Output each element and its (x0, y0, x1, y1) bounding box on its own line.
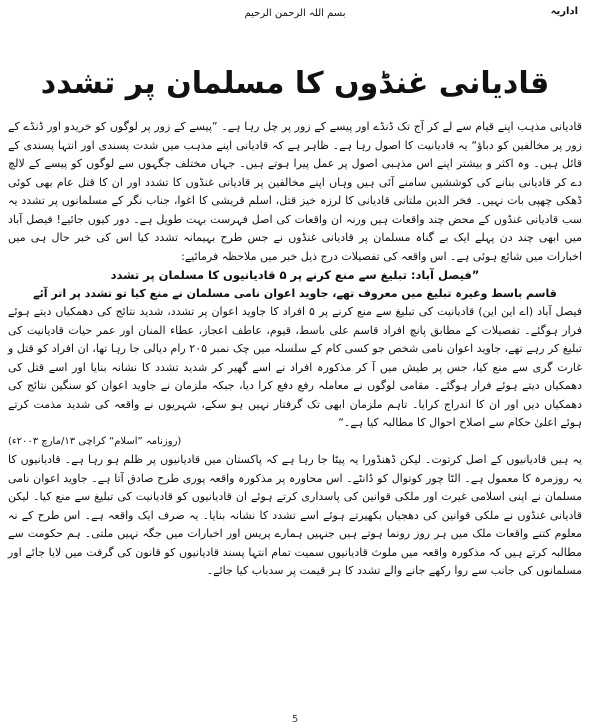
closing-paragraph: یہ ہیں قادیانیوں کے اصل کرتوت۔ لیکن ڈھنڈورا یہ پیٹا جا رہا ہے کہ پاکستان میں قادیانیوں پر ظلم ہو رہا ہے۔ قادیانیوں کا یہ روزمرہ کا معمول ہے۔ الٹا چور کوتوال کو ڈانٹے۔ اس محاورہ پر مذکورہ واقعہ پوری طرح صادق آتا ہے۔ جاوید اعوان نامی مسلمان نے اپنی اسلامی غیرت اور ملکی قوانین کی پاسداری کرتے ہوئے ان قادیانیوں کو قادیانیت کی تبلیغ سے منع کیا۔ لیکن قادیانی غنڈوں نے ملکی قوانین کی دھجیاں بکھیرتے ہوئے اسے تشدد کا نشانہ بنایا۔ یہ صرف ایک واقعہ ہے۔ اس طرح کے نہ معلوم کتنے واقعات ملک میں ہر روز رونما ہوتے ہیں جنہیں ہمارے پریس اور اخبارات میں جگہ نہیں ملتی۔ ہم حکومت سے مطالبہ کرتے ہیں کہ مذکورہ واقعہ میں ملوث قادیانیوں سمیت تمام انتہا پسند قادیانیوں کو قانون کی گرفت میں لایا جائے اور مسلمانوں کی جانب سے روا رکھے جانے والے تشدد کا ہر قیمت پر سدباب کیا جائے۔ (8, 453, 582, 577)
article-body (8, 118, 582, 725)
intro-paragraph: قادیانی مذہب اپنے قیام سے لے کر آج تک ڈنڈے اور پیسے کے زور پر چل رہا ہے۔ ”پیسے کے زور پر لوگوں کو خریدو اور ڈنڈے کے زور پر مخالفین کو دباؤ“ یہ قادیانیت کا اصول رہا ہے۔ ظاہر ہے کہ قادیانی اپنے مذہب میں شدت پسندی اور انتہا پسندی کے قائل ہیں۔ وہ اکثر و بیشتر اپنے اس مذہبی اصول پر عمل پیرا ہوتے ہیں۔ جہاں مختلف جگہوں سے لوگوں کو پیسے کے لالچ دے کر قادیانی بنانے کی کوششیں سامنے آئی ہیں وہاں اپنے مخالفین پر قادیانی غنڈوں کا تشدد اور ان کا قتل عام بھی کوئی ڈھکی چھپی بات نہیں۔ فخر الدین ملتانی قادیانی کا لرزہ خیز قتل، اسلم قریشی کا اغوا، جناب نگر کے مسلمانوں پر تشدد یہ سب قادیانی غنڈوں کے محض چند واقعات ہیں ورنہ ان واقعات کی اصل فہرست بہت طویل ہے۔ دور کیوں جائیے! فیصل آباد میں ابھی چند دن پہلے ایک بے گناہ مسلمان پر قادیانی غنڈوں نے جس طرح بہیمانہ تشدد کیا اس کی خبر حال ہی میں اخبارات میں شائع ہوئی ہے۔ اس واقعہ کی تفصیلات درج ذیل خبر میں ملاحظہ فرمائیے: (8, 120, 582, 263)
page-number: 5 (291, 714, 299, 725)
page-title: قادیانی غنڈوں کا مسلمان پر تشدد (40, 66, 550, 101)
news-headline: ”فیصل آباد: تبلیغ سے منع کرنے پر ۵ قادیانیوں کا مسلمان پر تشدد (110, 268, 480, 282)
news-source: (روزنامہ ”اسلام“ کراچی ۱۳/مارچ ۲۰۰۳ء) (8, 435, 182, 447)
section-label: اداریہ (550, 6, 578, 17)
news-subhead: قاسم باسط وغیرہ تبلیغ میں معروف تھے، جاوید اعوان نامی مسلمان نے منع کیا تو تشدد پر اتر آئے (33, 286, 557, 300)
bismillah: بسم اللہ الرحمن الرحیم (244, 8, 346, 19)
news-paragraph: فیصل آباد (اے این این) قادیانیت کی تبلیغ سے منع کرنے پر ۵ افراد کا جاوید اعوان پر تشدد، شدید نتائج کی دھمکیاں دیتے ہوئے فرار ہوگئے۔ تفصیلات کے مطابق پانچ افراد قاسم علی باسط، قیوم، عاطف اعجاز، عطاء المنان اور عمر حیات قادیانیت کی تبلیغ کر رہے تھے، جاوید اعوان نامی شخص جو کسی کام کے سلسلہ میں چک نمبر ۲۰۵ رام دیالی جا رہا تھا، ان افراد کو قتل و غارت گری سے منع کیا، جس پر طیش میں آ کر مذکورہ افراد نے اسے گھیر کر شدید تشدد کا نشانہ بنایا اور اسے قتل کی دھمکیاں دیتے ہوئے فرار ہوگئے۔ مقامی لوگوں نے معاملہ رفع دفع کرا دیا، جبکہ ملزمان نے جاوید اعوان کو سنگین نتائج کی دھمکیاں دیں اور ان کا اندراج کرایا۔ تاہم ملزمان ابھی تک گرفتار نہیں ہو سکے، شہریوں نے واقعہ کی شدید مذمت کرتے ہوئے اعلیٰ حکام سے اصلاح احوال کا مطالبہ کیا ہے۔“ (8, 305, 583, 429)
